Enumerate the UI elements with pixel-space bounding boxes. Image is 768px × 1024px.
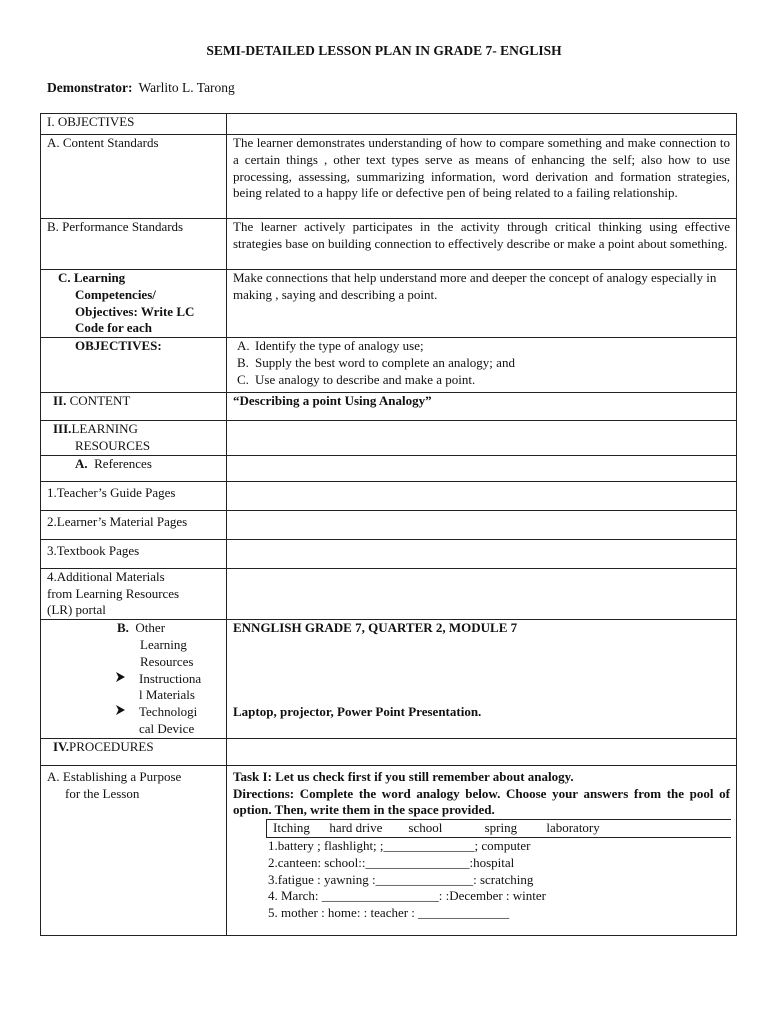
- other-resources-label: Other: [135, 620, 166, 636]
- content-standards-text: The learner demonstrates understanding of how to compare something and make connection to a certain things , other text types serve as means of enhancing the self; also how to use processing, assessing, summarizing information, word derivation and formation strategies, being related to a happy life or defective pen of being related to a failing relationship.: [227, 135, 737, 219]
- demonstrator-line: [47, 80, 235, 96]
- list-item-text: Identify the type of analogy use;: [255, 338, 424, 354]
- procedures-label: PROCEDURES: [69, 738, 154, 754]
- resources-label-num: III.: [53, 421, 72, 437]
- references-label-cell: [41, 455, 227, 481]
- arrowhead-bullet-icon: [115, 704, 139, 738]
- list-item: [237, 338, 730, 355]
- resources-label-cell: [41, 421, 227, 456]
- content-label: CONTENT: [69, 393, 131, 409]
- task-directions: Directions: Complete the word analogy below. Choose your answers from the pool of option. Then, write them in the space provided.: [233, 785, 730, 818]
- objectives-list: [233, 338, 730, 388]
- additional-materials-line: 4.Additional Materials: [47, 568, 165, 584]
- objectives-heading: I. OBJECTIVES: [41, 114, 227, 135]
- references-label: References: [94, 455, 152, 471]
- empty-cell: [227, 738, 737, 765]
- list-item-text: Use analogy to describe and make a point.: [255, 371, 476, 387]
- competencies-label-line: C. Learning: [58, 270, 126, 285]
- technological-line: cal Device: [139, 720, 195, 736]
- table-row: [41, 620, 737, 739]
- option-pool: [266, 819, 731, 838]
- procedures-label-num: IV.: [53, 738, 70, 754]
- list-item-text: Supply the best word to complete an analogy; and: [255, 354, 515, 370]
- purpose-label-cell: [41, 765, 227, 935]
- list-marker: B.: [237, 354, 249, 370]
- content-standards-label: A. Content Standards: [41, 135, 227, 219]
- option-word: school: [408, 820, 443, 836]
- device-text: Laptop, projector, Power Point Presentation.: [233, 704, 482, 720]
- instructional-line: l Materials: [139, 687, 195, 703]
- content-label-cell: [41, 393, 227, 421]
- list-item: [237, 371, 730, 389]
- task-cell: [227, 765, 737, 935]
- empty-cell: [227, 539, 737, 568]
- analogy-item: 2.canteen: school::________________:hospital: [268, 854, 515, 870]
- competencies-text: Make connections that help understand more and deeper the concept of analogy especially in making , saying and describing a point.: [227, 270, 737, 338]
- objectives-list-cell: [227, 338, 737, 393]
- demonstrator-name: Warlito L. Tarong: [138, 80, 235, 95]
- technological-line: Technologi: [139, 704, 198, 720]
- table-row: [41, 114, 737, 135]
- table-row: [41, 455, 737, 481]
- option-word: Itching: [273, 820, 310, 836]
- content-label-num: II.: [53, 393, 67, 409]
- empty-cell: [227, 455, 737, 481]
- technological-device-bullet: [47, 704, 220, 738]
- objectives-label-cell: [41, 338, 227, 393]
- competencies-label-line: Competencies/: [75, 286, 156, 302]
- table-row: [41, 738, 737, 765]
- instructional-line: Instructiona: [139, 670, 202, 686]
- table-row: [41, 270, 737, 338]
- instructional-materials-bullet: [47, 671, 220, 705]
- task-title: Task I: Let us check first if you still remember about analogy.: [233, 768, 574, 784]
- purpose-label-line: for the Lesson: [65, 785, 140, 801]
- performance-standards-label: B. Performance Standards: [41, 219, 227, 270]
- demonstrator-label: Demonstrator:: [47, 80, 133, 95]
- competencies-label-line: Objectives: Write LC: [75, 303, 195, 319]
- arrowhead-bullet-icon: [115, 671, 139, 705]
- table-row: [41, 135, 737, 219]
- table-row: [41, 421, 737, 456]
- analogy-item: 4. March: __________________: :December : winter: [268, 888, 546, 904]
- table-row: [41, 219, 737, 270]
- analogy-item: 1.battery ; flashlight; ;______________; computer: [268, 837, 531, 853]
- table-row: [41, 481, 737, 510]
- teachers-guide-label: 1.Teacher’s Guide Pages: [41, 481, 227, 510]
- empty-cell: [227, 421, 737, 456]
- table-row: [41, 568, 737, 619]
- other-resources-marker: B.: [117, 620, 129, 636]
- empty-cell: [227, 510, 737, 539]
- lesson-plan-table: [40, 113, 737, 936]
- performance-standards-text: The learner actively participates in the activity through critical thinking using effective strategies base on building connection to effectively describe or make a point about something.: [227, 219, 737, 270]
- empty-cell: [227, 114, 737, 135]
- competencies-label-line: Code for each: [75, 320, 153, 336]
- purpose-label-line: A. Establishing a Purpose: [47, 768, 182, 784]
- learners-material-label: 2.Learner’s Material Pages: [41, 510, 227, 539]
- table-row: [41, 510, 737, 539]
- table-row: [41, 539, 737, 568]
- other-resources-line: Learning: [140, 636, 187, 652]
- empty-cell: [227, 568, 737, 619]
- table-row: [41, 338, 737, 393]
- other-resources-content: [227, 620, 737, 739]
- list-marker: C.: [237, 371, 249, 387]
- analogy-item: 5. mother : home: : teacher : ______________: [268, 905, 510, 921]
- document-title: SEMI-DETAILED LESSON PLAN IN GRADE 7- ENGLISH: [206, 43, 562, 58]
- arrowhead-bullet-icon: [115, 704, 126, 716]
- module-text: ENNGLISH GRADE 7, QUARTER 2, MODULE 7: [233, 620, 518, 636]
- additional-materials-line: (LR) portal: [47, 602, 106, 618]
- other-resources-cell: [41, 620, 227, 739]
- table-row: [41, 765, 737, 935]
- list-item: [237, 354, 730, 372]
- competencies-label: [41, 270, 227, 338]
- analogy-item: 3.fatigue : yawning :_______________: scratching: [268, 871, 534, 887]
- table-row: [41, 393, 737, 421]
- objectives-label: OBJECTIVES:: [75, 338, 162, 354]
- procedures-label-cell: [41, 738, 227, 765]
- textbook-label: 3.Textbook Pages: [41, 539, 227, 568]
- option-word: hard drive: [329, 820, 383, 836]
- other-resources-line: Resources: [140, 653, 194, 669]
- option-word: laboratory: [546, 820, 600, 836]
- resources-label: LEARNING: [71, 421, 138, 437]
- resources-label-line: RESOURCES: [75, 437, 151, 453]
- additional-materials-line: from Learning Resources: [47, 585, 180, 601]
- arrowhead-bullet-icon: [115, 671, 126, 683]
- empty-cell: [227, 481, 737, 510]
- content-text: “Describing a point Using Analogy”: [227, 393, 737, 421]
- option-word: spring: [484, 820, 518, 836]
- references-marker: A.: [75, 455, 88, 471]
- list-marker: A.: [237, 338, 250, 354]
- additional-materials-label: [41, 568, 227, 619]
